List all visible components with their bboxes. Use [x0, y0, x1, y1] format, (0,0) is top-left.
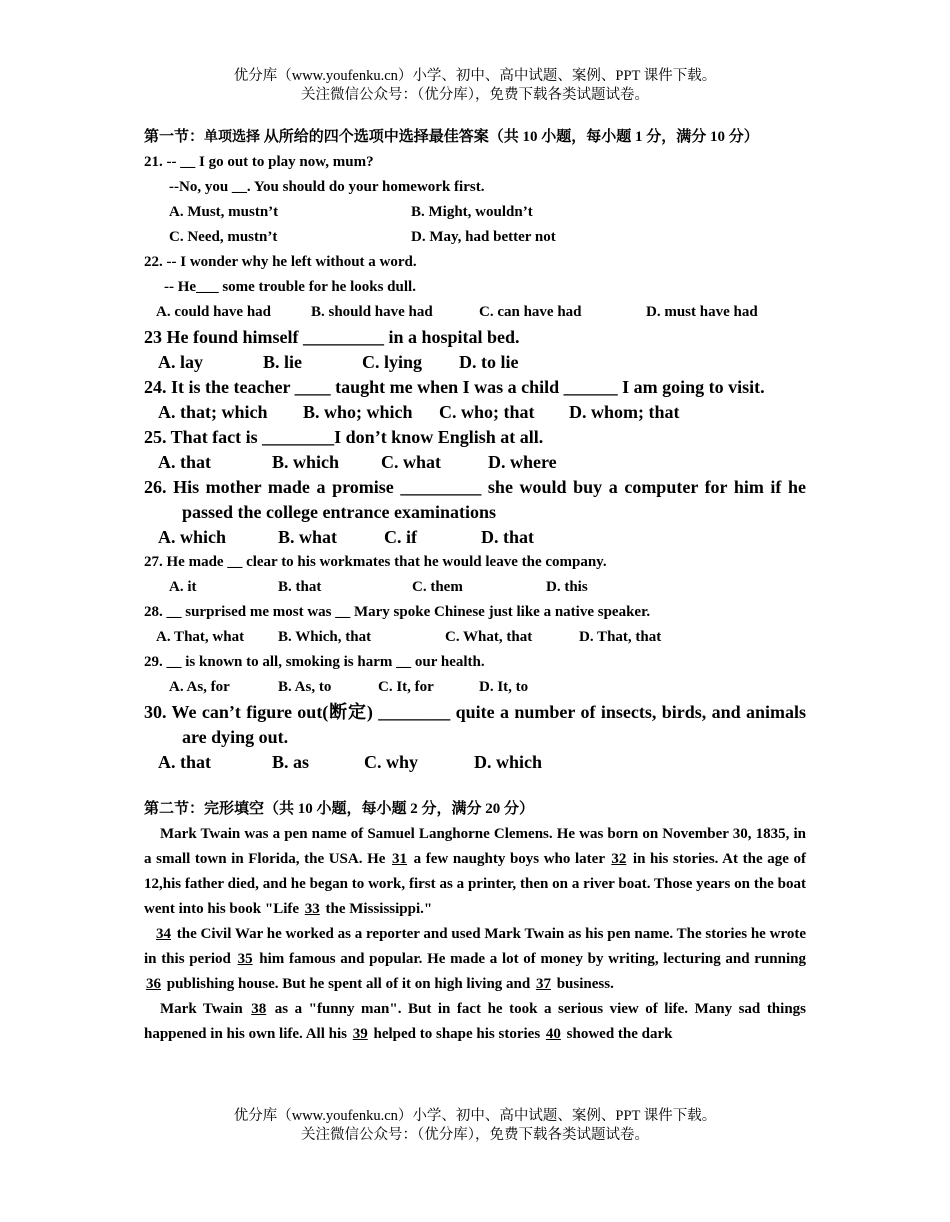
- header-line-2: 关注微信公众号：（优分库），免费下载各类试题试卷。: [301, 87, 649, 103]
- question-30-option-c: C. why: [364, 752, 419, 772]
- question-23-stem: 23 He found himself _________ in a hospital bed.: [144, 327, 520, 347]
- question-25-option-b: B. which: [272, 452, 340, 472]
- question-28-option-a: A. That, what: [156, 629, 245, 645]
- question-26-option-a: A. which: [158, 527, 227, 547]
- passage-paragraph-1: [144, 822, 806, 922]
- blank-32: 32: [611, 851, 627, 867]
- question-21-options-row-2: [144, 225, 806, 250]
- passage-text: him famous and popular. He made a lot of money by writing, lecturing and running: [254, 951, 806, 967]
- question-22-option-d: D. must have had: [646, 304, 758, 320]
- question-21-option-b: B. Might, wouldn’t: [411, 204, 533, 220]
- question-30-option-b: B. as: [272, 752, 310, 772]
- passage-text: in his stories. At the age of 12,his father died, and he began to work, first as a printer, then on a river boat. Those years on the boat went into his book "Life: [144, 851, 806, 917]
- blank-40: 40: [545, 1026, 561, 1042]
- question-21-option-c: C. Need, mustn’t: [169, 229, 278, 245]
- question-28-option-b: B. Which, that: [278, 629, 372, 645]
- page-header: [0, 67, 950, 105]
- question-24-options: [144, 400, 806, 425]
- question-26-stem: 26. His mother made a promise _________ she would buy a computer for him if he passed the college entrance examinations: [144, 477, 806, 522]
- question-24-option-b: B. who; which: [303, 402, 413, 422]
- question-30-option-a: A. that: [158, 752, 211, 772]
- section-2-heading: [144, 797, 806, 822]
- section-2-instruction: 完形填空（共 10 小题，每小题 2 分，满分 20 分）: [204, 801, 535, 817]
- passage-paragraph-3: [144, 997, 806, 1047]
- section-1-instruction: 从所给的四个选项中选择最佳答案（共 10 小题，每小题 1 分，满分 10 分）: [260, 129, 759, 145]
- footer-line-1: 优分库（www.youfenku.cn）小学、初中、高中试题、案例、PPT 课件下载。: [233, 1108, 717, 1124]
- passage-text: showed the dark: [562, 1026, 673, 1042]
- passage-text: a few naughty boys who later: [409, 851, 610, 867]
- question-22-option-a: A. could have had: [156, 304, 272, 320]
- page-footer: [0, 1107, 950, 1145]
- question-29-options: [144, 675, 806, 700]
- question-24-option-c: C. who; that: [439, 402, 535, 422]
- question-27-stem: 27. He made __ clear to his workmates that he would leave the company.: [144, 554, 607, 570]
- blank-36: 36: [146, 976, 161, 992]
- question-25-options: [144, 450, 806, 475]
- section-2-label: 第二节：: [144, 801, 205, 817]
- question-22-stem-2: -- He___ some trouble for he looks dull.: [164, 279, 416, 295]
- passage-text: as a "funny man". But in fact he took a serious view of life. Many sad things happened in his own life. All his: [144, 1001, 806, 1042]
- question-22-options: [144, 300, 806, 325]
- passage-paragraph-2: [144, 922, 806, 997]
- question-28-option-d: D. That, that: [579, 629, 662, 645]
- question-27-option-d: D. this: [546, 579, 588, 595]
- blank-34: 34: [156, 926, 171, 942]
- question-29-option-c: C. It, for: [378, 679, 434, 695]
- question-21-stem: 21. -- __ I go out to play now, mum?: [144, 154, 374, 170]
- section-1-type: 单项选择: [204, 130, 261, 145]
- question-22-stem: 22. -- I wonder why he left without a word.: [144, 254, 417, 270]
- blank-31: 31: [392, 851, 408, 867]
- question-29-stem: 29. __ is known to all, smoking is harm __ our health.: [144, 654, 485, 670]
- passage-text: the Civil War he worked as a reporter and used Mark Twain as his pen name. The stories he wrote in this period: [144, 926, 806, 967]
- question-23-option-c: C. lying: [362, 352, 423, 372]
- question-24-stem: 24. It is the teacher ____ taught me when I was a child ______ I am going to visit.: [144, 377, 765, 397]
- question-26-option-c: C. if: [384, 527, 417, 547]
- header-line-1: 优分库（www.youfenku.cn）小学、初中、高中试题、案例、PPT 课件下载。: [233, 68, 717, 84]
- question-28-options: [144, 625, 806, 650]
- question-29-option-b: B. As, to: [278, 679, 332, 695]
- question-21-option-a: A. Must, mustn’t: [169, 204, 279, 220]
- question-29-option-d: D. It, to: [479, 679, 529, 695]
- question-27-options: [144, 575, 806, 600]
- question-23-option-a: A. lay: [158, 352, 203, 372]
- passage-text: Mark Twain: [160, 1001, 250, 1017]
- passage-text: the Mississippi.": [321, 901, 433, 917]
- passage-text: publishing house. But he spent all of it on high living and: [163, 976, 534, 992]
- question-21-stem-2: --No, you __. You should do your homework first.: [169, 179, 485, 195]
- question-26-option-b: B. what: [278, 527, 338, 547]
- question-28-stem: 28. __ surprised me most was __ Mary spoke Chinese just like a native speaker.: [144, 604, 651, 620]
- blank-37: 37: [535, 976, 551, 992]
- section-1-heading: [144, 125, 806, 150]
- question-30-option-d: D. which: [474, 752, 543, 772]
- question-21-options-row-1: [144, 200, 806, 225]
- question-27-option-a: A. it: [169, 579, 197, 595]
- question-25-option-a: A. that: [158, 452, 211, 472]
- question-28-option-c: C. What, that: [445, 629, 533, 645]
- blank-39: 39: [352, 1026, 368, 1042]
- question-21-option-d: D. May, had better not: [411, 229, 556, 245]
- question-24-option-a: A. that; which: [158, 402, 268, 422]
- passage-text: helped to shape his stories: [369, 1026, 544, 1042]
- footer-line-2: 关注微信公众号：（优分库），免费下载各类试题试卷。: [301, 1127, 649, 1143]
- question-26-options: [144, 525, 806, 550]
- question-29-option-a: A. As, for: [169, 679, 230, 695]
- question-30-options: [144, 750, 806, 775]
- question-22-option-c: C. can have had: [479, 304, 582, 320]
- question-30-stem: 30. We can’t figure out(断定) ________ quite a number of insects, birds, and animals are dying out.: [144, 702, 806, 747]
- question-24-option-d: D. whom; that: [569, 402, 680, 422]
- passage-text: Mark Twain was a pen name of Samuel Langhorne Clemens. He was born on November 30, 1835, in a small town in Florida, the USA. He: [144, 826, 806, 867]
- question-23-option-d: D. to lie: [459, 352, 519, 372]
- question-26-option-d: D. that: [481, 527, 534, 547]
- question-25-option-c: C. what: [381, 452, 442, 472]
- passage-text: business.: [552, 976, 614, 992]
- question-23-option-b: B. lie: [263, 352, 302, 372]
- question-25-option-d: D. where: [488, 452, 557, 472]
- question-25-stem: 25. That fact is ________I don’t know English at all.: [144, 427, 544, 447]
- question-27-option-b: B. that: [278, 579, 322, 595]
- question-27-option-c: C. them: [412, 579, 463, 595]
- blank-35: 35: [237, 951, 253, 967]
- blank-38: 38: [251, 1001, 267, 1017]
- question-23-options: [144, 350, 806, 375]
- section-1-label: 第一节：: [144, 129, 205, 145]
- question-22-option-b: B. should have had: [311, 304, 433, 320]
- blank-33: 33: [304, 901, 320, 917]
- exam-content: [144, 125, 806, 1047]
